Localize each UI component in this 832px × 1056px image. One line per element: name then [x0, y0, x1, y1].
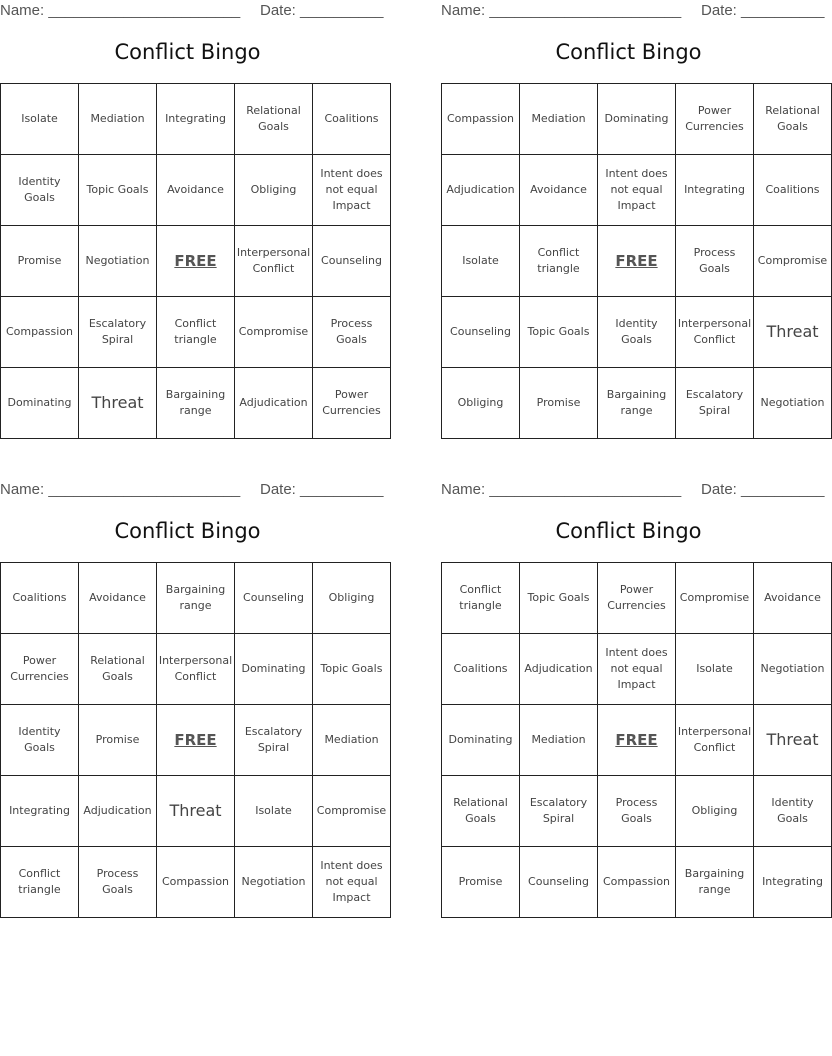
grid-cell: Integrating — [754, 847, 832, 918]
grid-cell: Promise — [442, 847, 520, 918]
free-space: FREE — [157, 705, 235, 776]
grid-cell: Compassion — [598, 847, 676, 918]
date-field: Date: __________ — [260, 2, 384, 19]
grid-cell: Conflict triangle — [1, 847, 79, 918]
grid-row — [442, 155, 832, 226]
grid-cell: Escalatory Spiral — [79, 297, 157, 368]
grid-cell: Mediation — [520, 84, 598, 155]
grid-row — [442, 776, 832, 847]
grid-cell: Promise — [520, 368, 598, 439]
grid-cell: Obliging — [313, 563, 391, 634]
grid-cell: Power Currencies — [313, 368, 391, 439]
grid-cell: Compassion — [1, 297, 79, 368]
card-title: Conflict Bingo — [114, 519, 261, 543]
date-field: Date: __________ — [260, 481, 384, 498]
grid-cell: Power Currencies — [1, 634, 79, 705]
grid-cell: Process Goals — [313, 297, 391, 368]
bingo-card-2 — [441, 0, 828, 432]
grid-cell: Obliging — [235, 155, 313, 226]
grid-cell: Coalitions — [1, 563, 79, 634]
grid-cell: Topic Goals — [520, 563, 598, 634]
grid-cell: Relational Goals — [442, 776, 520, 847]
grid-cell: Interpersonal Conflict — [676, 297, 754, 368]
grid-cell: Negotiation — [79, 226, 157, 297]
grid-cell: Compromise — [754, 226, 832, 297]
grid-cell: Escalatory Spiral — [235, 705, 313, 776]
grid-cell: Power Currencies — [598, 563, 676, 634]
grid-cell: Relational Goals — [754, 84, 832, 155]
grid-cell: Escalatory Spiral — [676, 368, 754, 439]
grid-cell: Bargaining range — [157, 563, 235, 634]
grid-cell: Dominating — [235, 634, 313, 705]
grid-cell: Identity Goals — [1, 155, 79, 226]
grid-cell: Relational Goals — [79, 634, 157, 705]
grid-cell: Compassion — [442, 84, 520, 155]
grid-cell: Dominating — [1, 368, 79, 439]
grid-row — [442, 847, 832, 918]
grid-cell: Negotiation — [754, 634, 832, 705]
grid-cell: Isolate — [1, 84, 79, 155]
grid-cell: Obliging — [442, 368, 520, 439]
card-title: Conflict Bingo — [555, 40, 702, 64]
grid-cell: Adjudication — [520, 634, 598, 705]
grid-cell: Adjudication — [79, 776, 157, 847]
grid-cell: Coalitions — [754, 155, 832, 226]
grid-cell: Threat — [754, 297, 832, 368]
grid-row — [1, 155, 391, 226]
grid-cell: Bargaining range — [157, 368, 235, 439]
grid-cell: Adjudication — [442, 155, 520, 226]
grid-row — [442, 226, 832, 297]
grid-cell: Coalitions — [313, 84, 391, 155]
grid-cell: Power Currencies — [676, 84, 754, 155]
grid-cell: Counseling — [520, 847, 598, 918]
grid-row — [442, 297, 832, 368]
grid-row — [1, 368, 391, 439]
grid-cell: Avoidance — [157, 155, 235, 226]
grid-row — [442, 705, 832, 776]
grid-cell: Identity Goals — [598, 297, 676, 368]
grid-row — [1, 705, 391, 776]
grid-cell: Topic Goals — [79, 155, 157, 226]
grid-cell: Process Goals — [676, 226, 754, 297]
grid-cell: Interpersonal Conflict — [235, 226, 313, 297]
grid-cell: Threat — [157, 776, 235, 847]
grid-cell: Compromise — [235, 297, 313, 368]
name-date-line — [441, 479, 825, 501]
grid-cell: Counseling — [313, 226, 391, 297]
name-field: Name: _______________________ — [0, 481, 241, 498]
grid-row — [1, 297, 391, 368]
grid-cell: Avoidance — [79, 563, 157, 634]
grid-cell: Escalatory Spiral — [520, 776, 598, 847]
bingo-card-4 — [441, 479, 825, 911]
grid-row — [442, 563, 832, 634]
grid-row — [1, 563, 391, 634]
name-date-line — [0, 0, 384, 22]
grid-cell: Conflict triangle — [520, 226, 598, 297]
grid-cell: Threat — [79, 368, 157, 439]
grid-row — [1, 84, 391, 155]
bingo-card-1 — [0, 0, 384, 432]
card-title: Conflict Bingo — [555, 519, 702, 543]
name-field: Name: _______________________ — [441, 481, 682, 498]
name-field: Name: _______________________ — [0, 2, 241, 19]
grid-cell: Integrating — [157, 84, 235, 155]
card-title: Conflict Bingo — [114, 40, 261, 64]
free-space: FREE — [598, 705, 676, 776]
grid-cell: Obliging — [676, 776, 754, 847]
grid-cell: Dominating — [598, 84, 676, 155]
grid-cell: Compromise — [676, 563, 754, 634]
free-space: FREE — [157, 226, 235, 297]
name-field: Name: _______________________ — [441, 2, 682, 19]
grid-row — [442, 368, 832, 439]
grid-cell: Interpersonal Conflict — [676, 705, 754, 776]
grid-cell: Interpersonal Conflict — [157, 634, 235, 705]
name-date-line — [441, 0, 825, 22]
grid-row — [1, 776, 391, 847]
date-field: Date: __________ — [701, 481, 825, 498]
grid-cell: Isolate — [676, 634, 754, 705]
grid-cell: Promise — [79, 705, 157, 776]
bingo-grid — [0, 83, 391, 439]
grid-row — [1, 634, 391, 705]
grid-cell: Dominating — [442, 705, 520, 776]
grid-cell: Counseling — [442, 297, 520, 368]
grid-cell: Conflict triangle — [442, 563, 520, 634]
grid-cell: Identity Goals — [1, 705, 79, 776]
grid-cell: Intent does not equal Impact — [313, 155, 391, 226]
grid-cell: Threat — [754, 705, 832, 776]
grid-cell: Process Goals — [598, 776, 676, 847]
grid-cell: Mediation — [520, 705, 598, 776]
grid-cell: Topic Goals — [520, 297, 598, 368]
grid-cell: Topic Goals — [313, 634, 391, 705]
grid-cell: Negotiation — [235, 847, 313, 918]
grid-cell: Intent does not equal Impact — [598, 155, 676, 226]
grid-row — [442, 634, 832, 705]
bingo-grid — [441, 83, 832, 439]
grid-cell: Counseling — [235, 563, 313, 634]
grid-cell: Process Goals — [79, 847, 157, 918]
bingo-grid — [0, 562, 391, 918]
grid-cell: Intent does not equal Impact — [313, 847, 391, 918]
grid-cell: Integrating — [1, 776, 79, 847]
grid-cell: Identity Goals — [754, 776, 832, 847]
bingo-card-3 — [0, 479, 387, 911]
grid-cell: Promise — [1, 226, 79, 297]
grid-cell: Mediation — [79, 84, 157, 155]
grid-cell: Integrating — [676, 155, 754, 226]
free-space: FREE — [598, 226, 676, 297]
grid-cell: Bargaining range — [598, 368, 676, 439]
grid-cell: Isolate — [235, 776, 313, 847]
grid-cell: Avoidance — [520, 155, 598, 226]
grid-cell: Mediation — [313, 705, 391, 776]
date-field: Date: __________ — [701, 2, 825, 19]
bingo-grid — [441, 562, 832, 918]
grid-cell: Negotiation — [754, 368, 832, 439]
name-date-line — [0, 479, 384, 501]
grid-cell: Compromise — [313, 776, 391, 847]
grid-cell: Avoidance — [754, 563, 832, 634]
grid-cell: Intent does not equal Impact — [598, 634, 676, 705]
grid-cell: Compassion — [157, 847, 235, 918]
grid-row — [442, 84, 832, 155]
grid-row — [1, 847, 391, 918]
grid-cell: Isolate — [442, 226, 520, 297]
grid-row — [1, 226, 391, 297]
grid-cell: Conflict triangle — [157, 297, 235, 368]
grid-cell: Adjudication — [235, 368, 313, 439]
grid-cell: Relational Goals — [235, 84, 313, 155]
grid-cell: Bargaining range — [676, 847, 754, 918]
grid-cell: Coalitions — [442, 634, 520, 705]
